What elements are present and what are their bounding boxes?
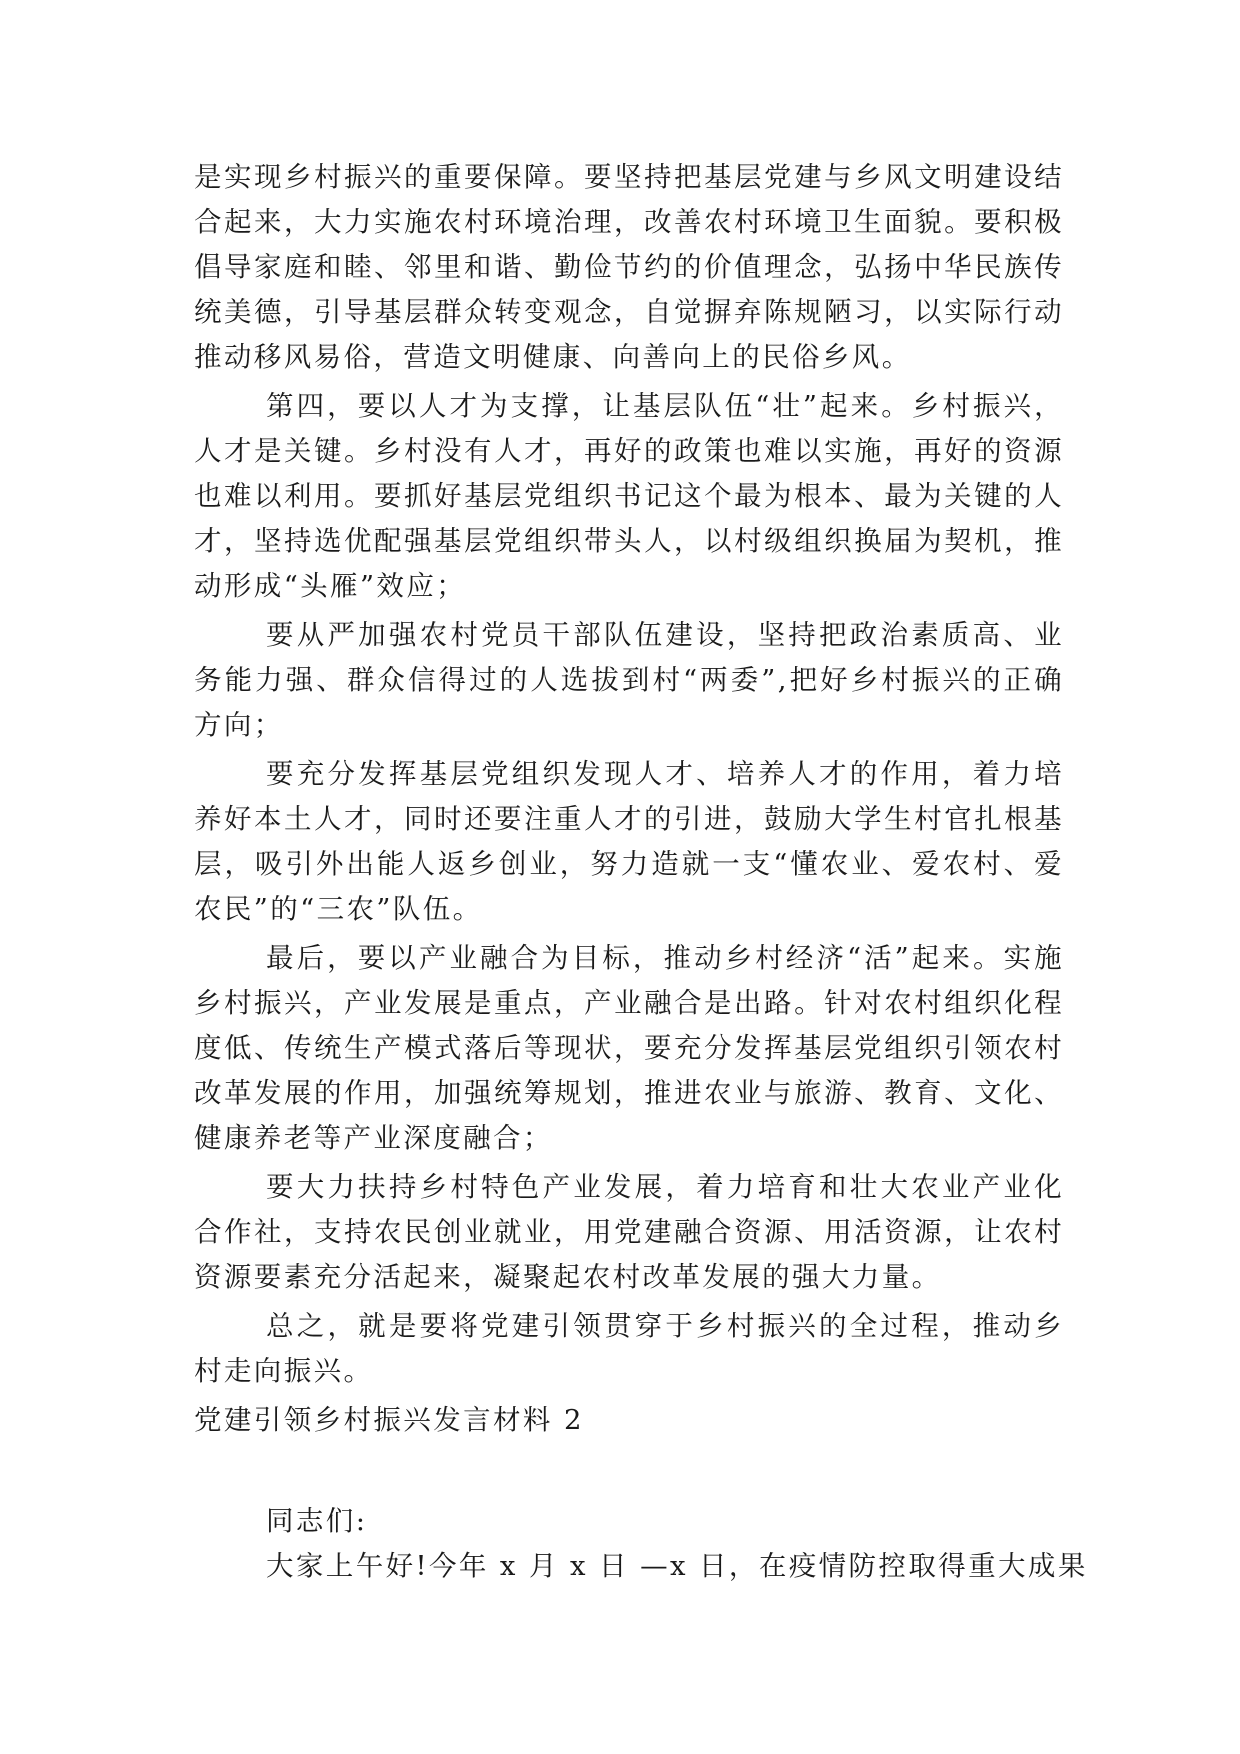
paragraph-2: 第四，要以人才为支撑，让基层队伍“壮”起来。乡村振兴，人才是关键。乡村没有人才，再好的政策也难以实施，再好的资源也难以利用。要抓好基层党组织书记这个最为根本、最为关键的人才，坚持选优配强基层党组织带头人，以村级组织换届为契机，推动形成“头雁”效应； xyxy=(194,390,1064,602)
paragraph-opening: 大家上午好!今年 x 月 x 日 —x 日，在疫情防控取得重大成果 xyxy=(266,1550,1088,1582)
paragraph-3: 要从严加强农村党员干部队伍建设，坚持把政治素质高、业务能力强、群众信得过的人选拔到村“两委”,把好乡村振兴的正确方向； xyxy=(194,619,1064,741)
paragraph-6: 要大力扶持乡村特色产业发展，着力培育和壮大农业产业化合作社，支持农民创业就业，用党建融合资源、用活资源，让农村资源要素充分活起来，凝聚起农村改革发展的强大力量。 xyxy=(194,1171,1064,1293)
paragraph-7: 总之，就是要将党建引领贯穿于乡村振兴的全过程，推动乡村走向振兴。 xyxy=(194,1310,1064,1387)
paragraph-1: 是实现乡村振兴的重要保障。要坚持把基层党建与乡风文明建设结合起来，大力实施农村环境治理，改善农村环境卫生面貌。要积极倡导家庭和睦、邻里和谐、勤俭节约的价值理念，弘扬中华民族传统美德，引导基层群众转变观念，自觉摒弃陈规陋习，以实际行动推动移风易俗，营造文明健康、向善向上的民俗乡风。 xyxy=(194,161,1064,373)
salutation: 同志们: xyxy=(266,1505,368,1537)
paragraph-5: 最后，要以产业融合为目标，推动乡村经济“活”起来。实施乡村振兴，产业发展是重点，产业融合是出路。针对农村组织化程度低、传统生产模式落后等现状，要充分发挥基层党组织引领农村改革发展的作用，加强统筹规划，推进农业与旅游、教育、文化、健康养老等产业深度融合； xyxy=(194,942,1064,1154)
second-document-title: 党建引领乡村振兴发言材料 2 xyxy=(194,1404,584,1436)
blank-spacer xyxy=(194,1443,1064,1499)
document-body xyxy=(194,155,1088,1589)
paragraph-4: 要充分发挥基层党组织发现人才、培养人才的作用，着力培养好本土人才，同时还要注重人才的引进，鼓励大学生村官扎根基层，吸引外出能人返乡创业，努力造就一支“懂农业、爱农村、爱农民”的“三农”队伍。 xyxy=(194,758,1064,925)
